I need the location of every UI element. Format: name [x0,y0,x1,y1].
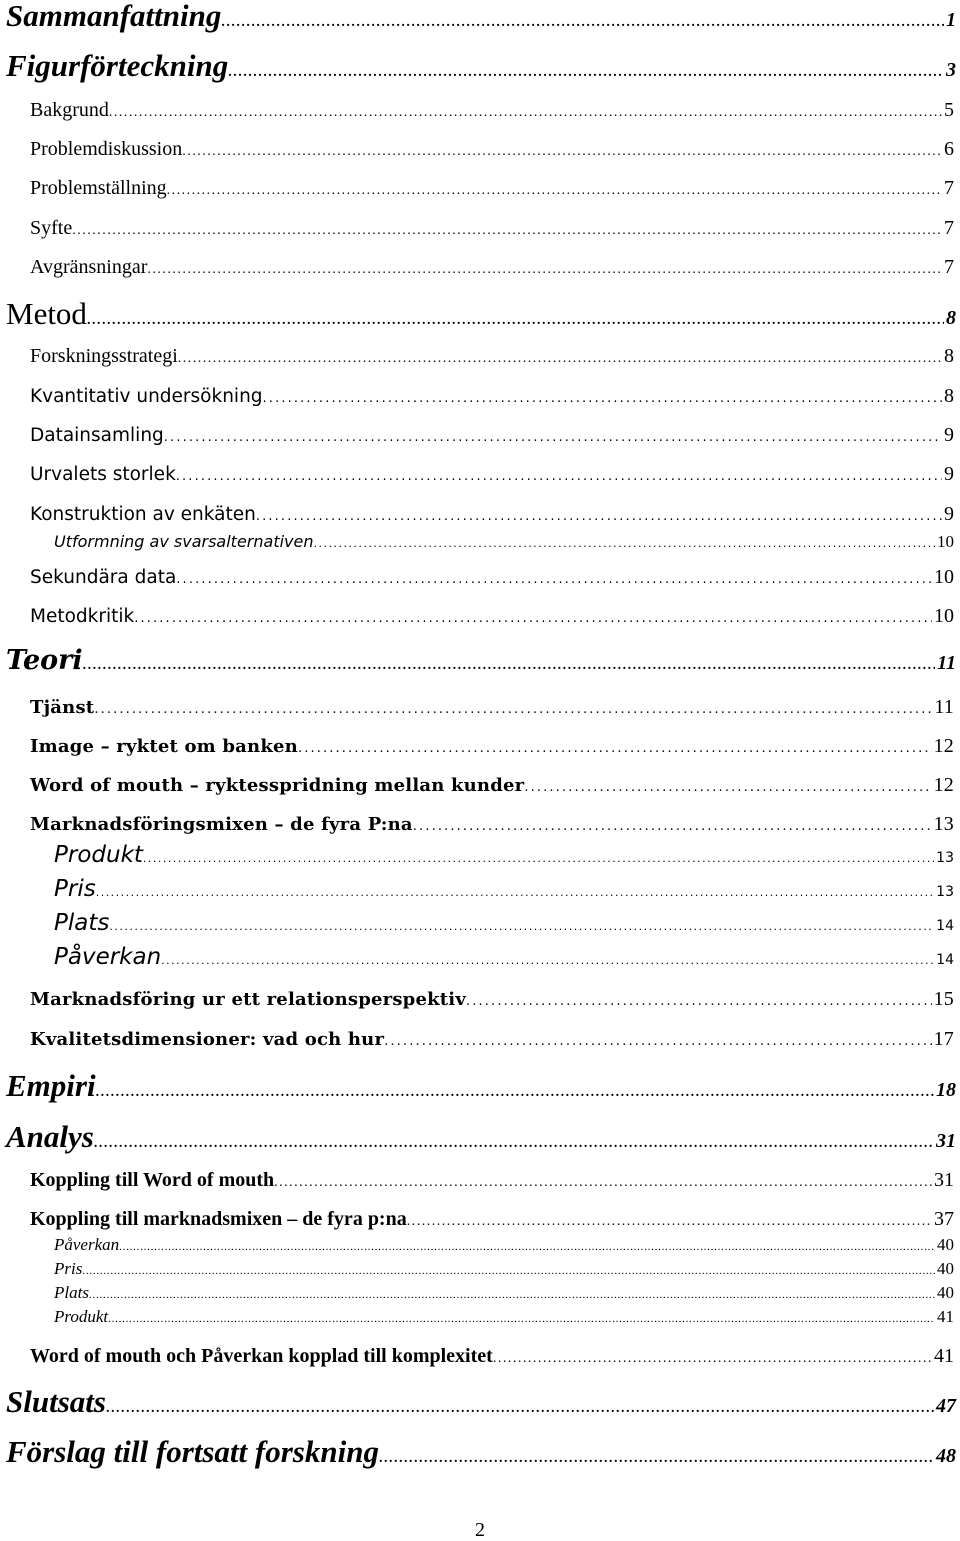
dot-leader [493,1352,932,1366]
toc-entry-produkt[interactable] [54,844,954,867]
toc-entry-title: Kvalitetsdimensioner: vad och hur [30,1029,385,1050]
toc-entry-metodkritik[interactable] [30,606,954,627]
toc-entry-title: Image – ryktet om banken [30,736,298,757]
toc-entry-page: 11 [934,696,954,718]
toc-entry-teori[interactable] [6,647,956,674]
toc-entry-page: 47 [936,1395,956,1417]
toc-entry-title: Utformning av svarsalternativen [54,532,314,551]
toc-entry-page: 7 [944,177,954,199]
toc-entry-title: Marknadsföring ur ett relationsperspektiv [30,989,466,1010]
dot-leader [524,781,931,794]
toc-entry-page: 15 [933,988,954,1010]
toc-entry-title: Pris [54,1259,83,1278]
toc-entry-page: 7 [944,217,954,239]
toc-entry-kvalitetsdimensioner[interactable] [30,1029,954,1049]
toc-entry-page: 6 [944,138,954,160]
dot-leader [83,659,935,673]
toc-entry-page: 40 [937,1283,954,1302]
toc-entry-page: 8 [944,345,954,367]
dot-leader [94,1137,934,1151]
toc-entry-page: 12 [933,735,954,757]
toc-entry-page: 13 [936,884,954,900]
toc-entry-title: Avgränsningar [30,256,148,278]
toc-entry-page: 41 [937,1307,954,1326]
toc-entry-title: Figurförteckning [6,48,229,83]
toc-entry-page: 5 [944,99,954,121]
toc-entry-slutsats[interactable] [6,1386,956,1417]
toc-entry-page: 11 [937,652,956,674]
toc-entry-page: 40 [937,1259,954,1278]
dot-leader [178,352,942,366]
toc-entry-avgransningar[interactable] [30,257,954,277]
toc-entry-page: 10 [934,605,954,627]
toc-entry-title: Teori [6,645,83,676]
dot-leader [147,263,942,277]
toc-entry-komplexitet[interactable] [30,1346,954,1366]
toc-entry-page: 9 [944,503,954,525]
toc-entry-title: Problemdiskussion [30,138,183,160]
dot-leader [228,66,944,80]
toc-entry-forslag[interactable] [6,1436,956,1467]
dot-leader [263,392,942,405]
dot-leader [109,921,934,932]
toc-entry-problemdiskussion[interactable] [30,139,954,159]
toc-entry-sekundara-data[interactable] [30,567,954,588]
toc-entry-title: Urvalets storlek [30,464,176,485]
dot-leader [313,538,935,549]
toc-entry-title: Koppling till marknadsmixen – de fyra p:na [30,1208,407,1230]
toc-entry-page: 13 [933,813,954,835]
toc-entry-koppling-word-of-mouth[interactable] [30,1170,954,1190]
toc-entry-title: Koppling till Word of mouth [30,1169,275,1191]
toc-entry-analys-plats[interactable] [54,1284,954,1301]
toc-entry-page: 8 [944,385,954,407]
dot-leader [108,1314,935,1325]
dot-leader [176,470,942,483]
dot-leader [72,224,942,238]
toc-entry-urvalets-storlek[interactable] [30,464,954,485]
dot-leader [256,510,942,523]
toc-entry-title: Sekundära data [30,567,177,588]
toc-entry-analys-pris[interactable] [54,1260,954,1277]
toc-entry-title: Förslag till fortsatt forskning [6,1434,379,1469]
toc-entry-image-ryktet-om-banken[interactable] [30,736,954,756]
toc-entry-page: 31 [936,1130,956,1152]
toc-entry-title: Sammanfattning [6,0,222,33]
toc-entry-title: Datainsamling [30,425,164,446]
dot-leader [106,1402,934,1416]
dot-leader [379,1452,934,1466]
toc-entry-title: Word of mouth – ryktesspridning mellan kunder [30,775,525,796]
dot-leader [82,1266,935,1277]
toc-entry-marknadsforingsmixen[interactable] [30,814,954,834]
dot-leader [407,1215,932,1229]
dot-leader [161,955,934,966]
dot-leader [109,106,942,120]
toc-entry-konstruktion-av-enkaten[interactable] [30,504,954,525]
toc-entry-title: Problemställning [30,177,167,199]
toc-entry-forskningsstrategi[interactable] [30,346,954,366]
toc-entry-title: Empiri [6,1068,96,1103]
toc-entry-relationsperspektiv[interactable] [30,989,954,1009]
toc-entry-title: Produkt [54,1307,109,1326]
toc-entry-title: Påverkan [54,944,162,970]
dot-leader [96,1086,934,1100]
toc-entry-tjanst[interactable] [30,697,954,717]
toc-entry-title: Pris [54,876,96,902]
dot-leader [94,703,932,716]
dot-leader [274,1176,932,1190]
dot-leader [164,431,942,444]
toc-entry-page: 18 [936,1079,956,1101]
toc-entry-analys-paverkan[interactable] [54,1236,954,1253]
dot-leader [413,820,932,833]
toc-entry-title: Metodkritik [30,606,135,627]
toc-entry-page: 12 [933,774,954,796]
dot-leader [143,853,934,864]
toc-entry-title: Marknadsföringsmixen – de fyra P:na [30,814,413,835]
dot-leader [384,1035,931,1048]
toc-entry-title: Konstruktion av enkäten [30,504,256,525]
toc-entry-syfte[interactable] [30,218,954,238]
toc-entry-page: 37 [934,1208,954,1230]
toc-entry-koppling-marknadsmixen[interactable] [30,1209,954,1229]
toc-entry-metod[interactable] [6,298,956,329]
toc-entry-title: Plats [54,1283,89,1302]
toc-entry-problemstallning[interactable] [30,178,954,198]
toc-entry-page: 9 [944,463,954,485]
toc-entry-page: 8 [946,307,956,329]
toc-entry-analys-produkt[interactable] [54,1308,954,1325]
toc-entry-word-of-mouth[interactable] [30,775,954,795]
toc-entry-page: 48 [936,1445,956,1467]
toc-entry-page: 14 [936,952,954,968]
toc-entry-page: 10 [934,566,954,588]
toc-entry-pris[interactable] [54,878,954,901]
dot-leader [466,995,932,1008]
toc-entry-title: Kvantitativ undersökning [30,386,263,407]
toc-entry-paverkan[interactable] [54,946,954,969]
toc-entry-page: 40 [937,1235,954,1254]
dot-leader [221,16,944,30]
toc-entry-page: 31 [934,1169,954,1191]
toc-entry-title: Bakgrund [30,99,109,121]
dot-leader [182,145,942,159]
toc-entry-datainsamling[interactable] [30,425,954,446]
toc-entry-title: Metod [6,296,87,331]
toc-entry-title: Produkt [54,842,143,868]
toc-entry-page: 17 [933,1028,954,1050]
toc-entry-bakgrund[interactable] [30,100,954,120]
toc-entry-analys[interactable] [6,1121,956,1152]
toc-entry-plats[interactable] [54,912,954,935]
toc-entry-page: 13 [936,850,954,866]
dot-leader [87,314,944,328]
dot-leader [119,1242,935,1253]
toc-entry-empiri[interactable] [6,1070,956,1101]
toc-entry-title: Påverkan [54,1235,120,1254]
toc-entry-title: Analys [6,1119,94,1154]
toc-entry-page: 3 [946,59,956,81]
toc-entry-title: Tjänst [30,697,95,718]
toc-entry-page: 7 [944,256,954,278]
toc-entry-page: 41 [934,1345,954,1367]
toc-entry-utformning-av-svarsalternativen[interactable] [54,533,954,550]
toc-entry-page: 14 [936,918,954,934]
dot-leader [134,612,932,625]
dot-leader [96,887,934,898]
dot-leader [167,184,942,198]
toc-entry-title: Syfte [30,217,73,239]
toc-entry-title: Plats [54,910,110,936]
toc-entry-sammanfattning[interactable] [6,0,956,31]
dot-leader [298,742,932,755]
dot-leader [89,1290,935,1301]
toc-entry-title: Slutsats [6,1384,106,1419]
toc-entry-figurforteckning[interactable] [6,50,956,81]
toc-entry-kvantitativ-undersokning[interactable] [30,386,954,407]
toc-entry-page: 10 [937,532,954,551]
toc-entry-page: 9 [944,424,954,446]
toc-entry-title: Word of mouth och Påverkan kopplad till komplexitet [30,1345,493,1367]
toc-entry-title: Forskningsstrategi [30,345,178,367]
page-number: 2 [475,1519,485,1541]
toc-entry-page: 1 [946,9,956,31]
dot-leader [176,573,932,586]
